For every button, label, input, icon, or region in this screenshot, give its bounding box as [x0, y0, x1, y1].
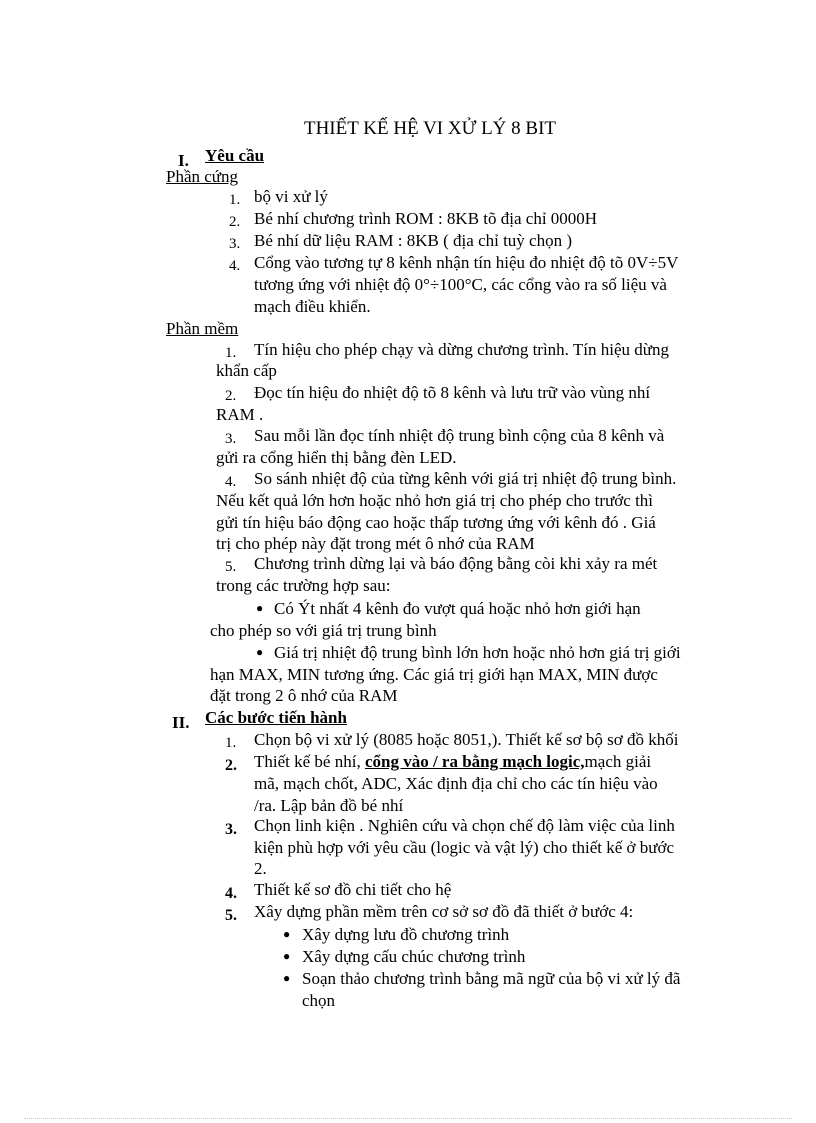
software-item-2-number: 2. — [225, 388, 237, 404]
hardware-item-4-number: 4. — [229, 258, 241, 274]
software-item-5-number: 5. — [225, 559, 237, 575]
step-2-line-3: /ra. Lập bản đồ bé nhí — [254, 796, 404, 815]
section-2-numeral: II. — [172, 713, 190, 732]
section-2-heading: Các bước tiến hành — [205, 708, 347, 727]
step-5-text: Xây dựng phần mềm trên cơ sở sơ đồ đã thiết ở bước 4: — [254, 902, 634, 921]
step-bullet-3-line-1: Soạn thảo chương trình bằng mã ngữ của bộ vi xử lý đã — [302, 969, 681, 988]
software-item-1-number: 1. — [225, 345, 237, 361]
hardware-item-1-number: 1. — [229, 192, 241, 208]
software-bullet-2-line-1: Giá trị nhiệt độ trung bình lớn hơn hoặc nhỏ hơn giá trị giới — [274, 643, 681, 662]
software-item-4-line-2: Nếu kết quả lớn hơn hoặc nhỏ hơn giá trị cho phép cho trước thì — [216, 491, 654, 510]
step-4-number: 4. — [225, 885, 237, 902]
bullet-icon: ● — [256, 645, 264, 659]
step-bullet-3-line-2: chọn — [302, 991, 336, 1010]
software-item-5-line-2: trong các trường hợp sau: — [216, 576, 391, 595]
software-bullet-1-line-1: Có Ýt nhất 4 kênh đo vượt quá hoặc nhỏ hơn giới hạn — [274, 599, 641, 618]
bullet-icon: ● — [283, 971, 291, 985]
step-1-text: Chọn bộ vi xử lý (8085 hoặc 8051,). Thiết kế sơ bộ sơ đồ khối — [254, 730, 679, 749]
bullet-icon: ● — [283, 927, 291, 941]
software-bullet-2-line-3: đặt trong 2 ô nhớ của RAM — [210, 686, 398, 705]
page-title: THIẾT KẾ HỆ VI XỬ LÝ 8 BIT — [303, 118, 557, 139]
software-item-1-line-1: Tín hiệu cho phép chạy và dừng chương trình. Tín hiệu dừng — [254, 340, 669, 359]
software-item-5-line-1: Chương trình dừng lại và báo động bằng còi khi xảy ra mét — [254, 554, 658, 573]
software-item-4-line-4: trị cho phép này đặt trong mét ô nhớ của RAM — [216, 534, 535, 553]
step-5-number: 5. — [225, 907, 237, 924]
software-item-4-number: 4. — [225, 474, 237, 490]
software-item-2-line-2: RAM . — [216, 405, 264, 424]
hardware-item-3-number: 3. — [229, 236, 241, 252]
section-1-heading: Yêu cầu — [205, 146, 265, 165]
software-heading: Phần mềm — [166, 319, 239, 338]
hardware-item-2-text: Bé nhí chương trình ROM : 8KB tõ địa chỉ 0000H — [254, 209, 598, 228]
hardware-item-3-text: Bé nhí dữ liệu RAM : 8KB ( địa chỉ tuỳ chọn ) — [254, 231, 573, 250]
software-item-3-line-2: gửi ra cổng hiển thị bằng đèn LED. — [216, 448, 457, 467]
step-bullet-2-text: Xây dựng cấu chúc chương trình — [302, 947, 526, 966]
step-3-number: 3. — [225, 821, 237, 838]
software-bullet-2-line-2: hạn MAX, MIN tương ứng. Các giá trị giới hạn MAX, MIN được — [210, 665, 658, 684]
software-item-2-line-1: Đọc tín hiệu đo nhiệt độ tõ 8 kênh và lưu trữ vào vùng nhí — [254, 383, 651, 402]
section-1-numeral: I. — [178, 151, 189, 170]
software-item-1-line-2: khẩn cấp — [216, 361, 277, 380]
software-item-4-line-1: So sánh nhiệt độ của từng kênh với giá trị nhiệt độ trung bình. — [254, 469, 677, 488]
hardware-item-4-line-2: tương ứng với nhiệt độ 0°÷100°C, các cổng vào ra số liệu và — [254, 275, 667, 294]
hardware-item-4-line-3: mạch điều khiển. — [254, 297, 371, 316]
step-1-number: 1. — [225, 735, 237, 751]
software-bullet-1-line-2: cho phép so với giá trị trung bình — [210, 621, 437, 640]
step-2-line-1: Thiết kế bé nhí, cổng vào / ra bằng mạch logic,mạch giải — [254, 752, 652, 771]
bullet-icon: ● — [283, 949, 291, 963]
step-2-bold-phrase: cổng vào / ra bằng mạch logic, — [364, 752, 585, 771]
hardware-item-2-number: 2. — [229, 214, 241, 230]
step-4-text: Thiết kế sơ đồ chi tiết cho hệ — [254, 880, 452, 899]
step-2-number: 2. — [225, 757, 237, 774]
software-item-3-number: 3. — [225, 431, 237, 447]
page-bottom-divider — [24, 1118, 792, 1119]
step-2-line-2: mã, mạch chốt, ADC, Xác định địa chỉ cho các tín hiệu vào — [254, 774, 658, 793]
hardware-heading: Phần cứng — [166, 167, 239, 186]
hardware-item-4-line-1: Cổng vào tương tự 8 kênh nhận tín hiệu đo nhiệt độ tõ 0V÷5V — [254, 253, 679, 272]
software-item-4-line-3: gửi tín hiệu báo động cao hoặc thấp tương ứng với kênh đó . Giá — [216, 513, 656, 532]
hardware-item-1-text: bộ vi xử lý — [254, 187, 328, 206]
software-item-3-line-1: Sau mỗi lần đọc tính nhiệt độ trung bình cộng của 8 kênh và — [254, 426, 665, 445]
step-3-line-3: 2. — [254, 859, 267, 878]
step-3-line-2: kiện phù hợp với yêu cầu (logic và vật lý) cho thiết kế ở bước — [254, 838, 675, 857]
step-3-line-1: Chọn linh kiện . Nghiên cứu và chọn chế độ làm việc của linh — [254, 816, 675, 835]
bullet-icon: ● — [256, 601, 264, 615]
step-bullet-1-text: Xây dựng lưu đồ chương trình — [302, 925, 510, 944]
